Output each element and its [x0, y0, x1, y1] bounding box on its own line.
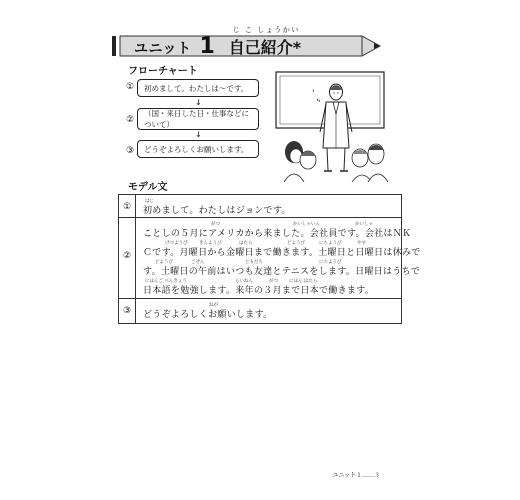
ruby-rainen: らいねん [235, 279, 253, 284]
unit-title-ruby: じ こ しょうかい [232, 26, 300, 34]
page-number-label: ユニット１……３ [332, 472, 380, 479]
model-row-2-line-2: Ｃです。月曜日から金曜日まで働きます。土曜日と日曜日は休みで [143, 248, 421, 258]
flow-step-1-number: ① [125, 82, 135, 92]
ruby-nihon: にほん はたら [289, 279, 318, 284]
flow-arrow-down-icon: ↓ [195, 130, 202, 139]
table-row-separator [119, 217, 401, 218]
model-row-2-line-4: 日本語を勉強します。来年の３月まで日本で働きます。 [143, 286, 375, 296]
classroom-introduction-illustration [272, 70, 390, 182]
ruby-negai: ねが [209, 303, 218, 308]
ruby-yasu: やす [357, 241, 366, 246]
flow-step-1-text: 初めまして。わたしは～です。 [144, 83, 249, 93]
ruby-gatsu-2: がつ [269, 279, 278, 284]
model-text-heading: モデル文 [128, 182, 168, 193]
model-row-1-line-1: 初めまして。わたしはジョンです。 [143, 206, 291, 216]
model-row-3-line-1: どうぞよろしくお願いします。 [143, 310, 273, 320]
model-row-3-number: ③ [122, 306, 132, 316]
flow-arrow-down-icon: ↓ [195, 98, 202, 107]
table-divider [135, 195, 136, 323]
model-row-2-number: ② [122, 251, 132, 261]
ruby-kinyoubi: きんようび [199, 241, 222, 246]
model-row-2-line-3: す。土曜日の午前はいつも友達とテニスをします。日曜日はうちで [143, 267, 421, 277]
ruby-nichiyoubi: にちようび [319, 241, 342, 246]
flow-step-2-text: （国・来日した日・仕事などについて） [144, 109, 249, 129]
ruby-doyoubi-2: どようび [155, 260, 173, 265]
svg-text:': ' [318, 99, 321, 109]
flowchart-heading: フローチャート [128, 66, 198, 77]
unit-label: ユニット [134, 41, 192, 57]
ruby-hajime: はじ [145, 199, 154, 204]
unit-header [134, 26, 302, 59]
ruby-nichiyoubi-2: にちようび [319, 260, 342, 265]
ruby-gozen: ごぜん [191, 260, 205, 265]
flow-step-1-box [137, 79, 259, 97]
unit-number: 1 [199, 34, 215, 59]
ruby-doyoubi: どようび [287, 241, 305, 246]
flow-step-2-box [137, 108, 259, 130]
model-row-2-line-1: ことしの５月にアメリカから来ました。会社員です。会社はＮＫ [143, 229, 412, 239]
model-text-table [118, 194, 421, 324]
flow-step-3-text: どうぞよろしくお願いします。 [144, 144, 249, 154]
unit-title: 自己紹介 [228, 38, 293, 57]
ruby-tomodachi: ともだち [245, 260, 263, 265]
unit-title-mark: * [292, 38, 302, 57]
table-row-separator [119, 298, 401, 299]
ruby-nihongo: にほんご べんきょう [145, 279, 187, 284]
flow-step-2-number: ② [125, 115, 135, 125]
svg-text:,: , [316, 93, 319, 103]
ruby-gatsu: がつ [211, 222, 220, 227]
svg-text:': ' [312, 89, 315, 99]
flow-step-3-number: ③ [125, 146, 135, 156]
ruby-hataraki: はたら [239, 241, 253, 246]
ruby-kaishain: かいしゃいん [293, 222, 320, 227]
model-row-1-number: ① [122, 202, 132, 212]
flow-step-3-box [137, 140, 259, 158]
ruby-kaisha: かいしゃ [355, 222, 373, 227]
ruby-getsuyoubi: げつようび [165, 241, 188, 246]
unit-title-wrap [228, 26, 302, 58]
